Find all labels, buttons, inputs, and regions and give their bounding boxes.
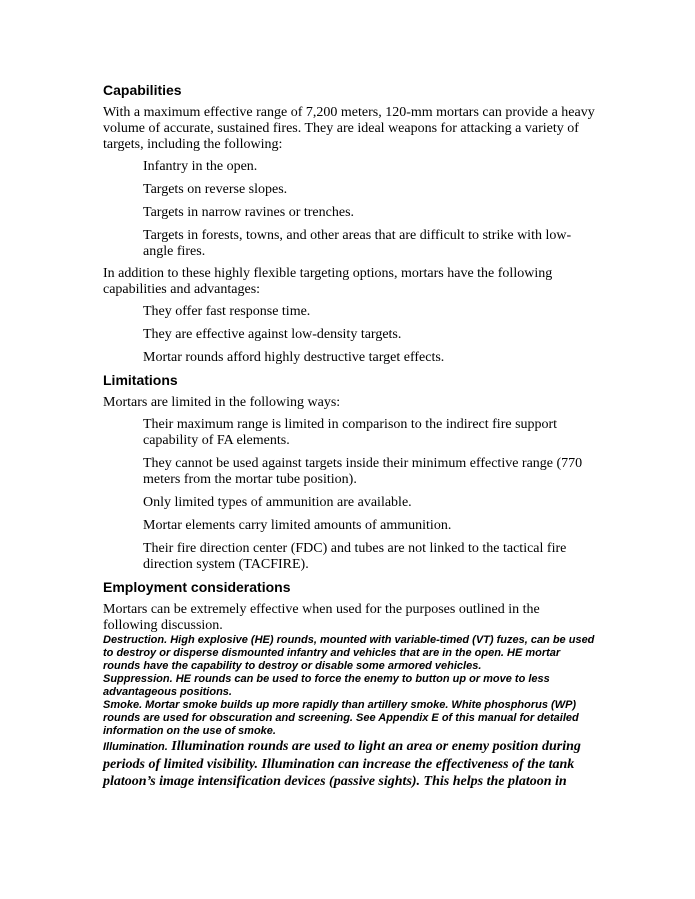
destruction-paragraph: Destruction. High explosive (HE) rounds, mounted with variable-timed (VT) fuzes, can be used to destroy or disperse dismounted infantry and vehicles that are in the open. HE mortar rounds have the capability to destroy or disable some armored vehicles. [103,634,595,672]
capabilities-intro: With a maximum effective range of 7,200 meters, 120-mm mortars can provide a heavy volume of accurate, sustained fires. They are ideal weapons for attacking a variety of targets, including the following: [103,105,595,152]
employment-heading: Employment considerations [103,579,291,595]
advantage-item: Mortar rounds afford highly destructive target effects. [143,350,445,365]
illumination-paragraph [103,738,595,790]
advantages-intro: In addition to these highly flexible targeting options, mortars have the following capabilities and advantages: [103,266,553,297]
target-item: Targets in forests, towns, and other areas that are difficult to strike with low-angle fires. [143,228,572,259]
limitation-item: Mortar elements carry limited amounts of ammunition. [143,518,452,533]
limitation-item: Their maximum range is limited in comparison to the indirect fire support capability of FA elements. [143,417,558,448]
illumination-lead: Illumination. [103,741,168,753]
capabilities-heading: Capabilities [103,82,182,98]
target-item: Infantry in the open. [143,159,258,174]
limitations-intro: Mortars are limited in the following ways: [103,395,341,410]
limitation-item: They cannot be used against targets inside their minimum effective range (770 meters from the mortar tube position). [143,456,583,487]
advantage-item: They are effective against low-density targets. [143,327,402,342]
suppression-paragraph: Suppression. HE rounds can be used to force the enemy to button up or move to less advantageous positions. [103,673,550,698]
advantage-item: They offer fast response time. [143,304,311,319]
illumination-body: Illumination rounds are used to light an area or enemy position during periods of limited visibility. Illumination can increase the effectiveness of the tank platoon’s image intensification devices (passive sights). This helps the platoon in [103,739,581,789]
employment-intro: Mortars can be extremely effective when used for the purposes outlined in the following discussion. [103,602,540,633]
limitations-heading: Limitations [103,372,178,388]
smoke-paragraph: Smoke. Mortar smoke builds up more rapidly than artillery smoke. White phosphorus (WP) rounds are used for obscuration and screening. See Appendix E of this manual for detailed information on the use of smoke. [103,699,579,737]
limitation-item: Only limited types of ammunition are available. [143,495,412,510]
page-content [103,82,595,790]
target-item: Targets on reverse slopes. [143,182,288,197]
target-item: Targets in narrow ravines or trenches. [143,205,355,220]
limitation-item: Their fire direction center (FDC) and tubes are not linked to the tactical fire direction system (TACFIRE). [143,541,567,572]
